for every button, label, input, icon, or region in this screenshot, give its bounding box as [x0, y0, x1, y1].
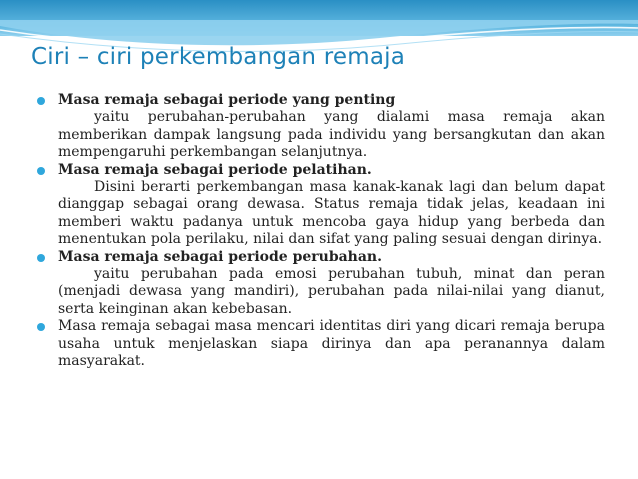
item-body: Disini berarti perkembangan masa kanak-kanak lagi dan belum dapat dianggap sebagai orang dewasa. Status remaja tidak jelas, keadaan ini memberi waktu padanya untuk mencoba gaya hidup yang berbeda dan menentukan pola perilaku, nilai dan sifat yang paling sesuai dengan dirinya.: [58, 179, 605, 248]
bullet-icon: [37, 254, 45, 262]
bullet-icon: [37, 323, 45, 331]
item-heading: Masa remaja sebagai periode pelatihan.: [58, 161, 372, 178]
bullet-icon: [37, 167, 45, 175]
list-item: [37, 318, 605, 370]
item-heading: Masa remaja sebagai periode yang penting: [58, 92, 396, 108]
bullet-icon: [37, 97, 45, 105]
slide-title: Ciri – ciri perkembangan remaja: [31, 44, 406, 70]
bullet-list: [37, 92, 605, 371]
list-item: [37, 92, 605, 162]
list-item: [37, 249, 605, 319]
item-heading: Masa remaja sebagai periode perubahan.: [58, 248, 382, 265]
item-body: yaitu perubahan-perubahan yang dialami masa remaja akan memberikan dampak langsung pada individu yang bersangkutan dan akan mempengaruhi perkembangan selanjutnya.: [58, 109, 605, 161]
item-body: yaitu perubahan pada emosi perubahan tubuh, minat dan peran (menjadi dewasa yang mandiri), perubahan pada nilai-nilai yang dianut, serta keinginan akan kebebasan.: [58, 266, 605, 317]
list-item: [37, 162, 605, 249]
item-text: Masa remaja sebagai masa mencari identitas diri yang dicari remaja berupa usaha untuk menjelaskan siapa dirinya dan apa peranannya dalam masyarakat.: [58, 318, 605, 370]
